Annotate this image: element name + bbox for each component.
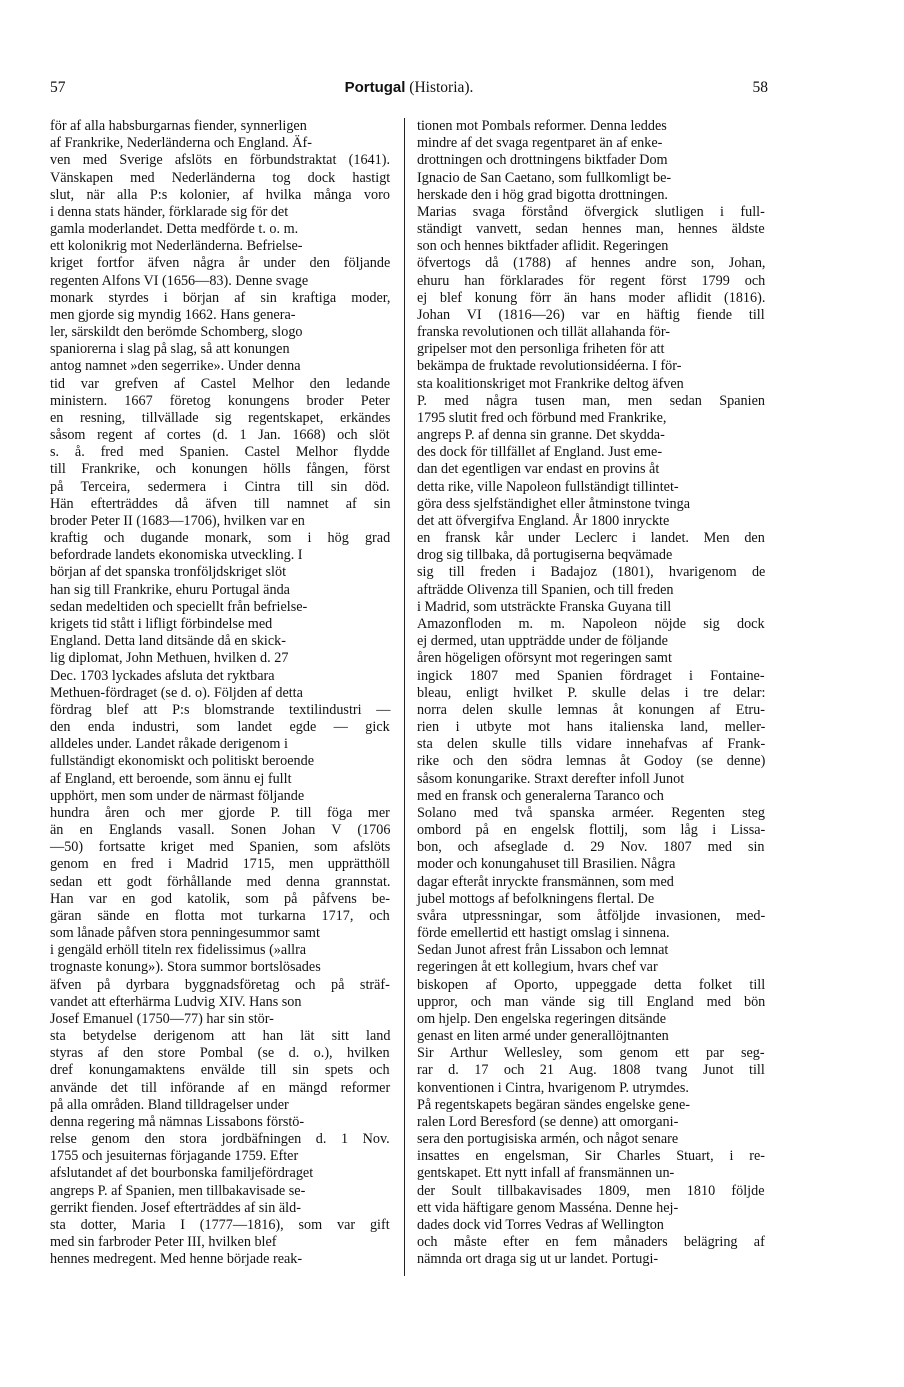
text-line: alldeles under. Landet råkade derigenom i <box>50 736 288 753</box>
text-line: som lånade påfven stora penningesummor samt <box>50 925 320 942</box>
left-column <box>50 118 390 1269</box>
text-line: moder och konungahuset till Brasilien. Några <box>417 856 676 873</box>
text-line: göra dess sjelfständighet eller åtminstone tvinga <box>417 495 691 512</box>
text-line: sta delen skulle tills vidare innehafvas af Frank- <box>417 736 766 753</box>
text-line: Vänskapen med Nederländerna tog dock hastigt <box>50 169 391 186</box>
text-line: antog namnet »den segerrike». Under denna <box>50 358 301 375</box>
text-line: konventionen i Cintra, hvarigenom P. utrymdes. <box>417 1079 689 1096</box>
text-line: hundra åren och mer gjorde P. till föga mer <box>50 804 390 821</box>
text-line: en fransk kår under Leclerc i landet. Men den <box>417 530 765 547</box>
text-line: gäran sände en flotta mot turkarna 1717, och <box>50 907 390 924</box>
text-line: men gjorde sig myndig 1662. Hans genera- <box>50 306 296 323</box>
text-line: trognaste konung»). Stora summor bortslösades <box>50 959 321 976</box>
text-line: Han var en god katolik, som på påfvens be- <box>50 890 391 907</box>
text-line: gentskapet. Ett nytt infall af fransmännen un- <box>417 1165 675 1182</box>
text-line: rar d. 17 och 21 Aug. 1808 tvang Junot till <box>417 1062 765 1079</box>
text-line: ej dermed, utan uppträdde under de följande <box>417 633 668 650</box>
text-line: mindre af det svaga regentparet än af enke- <box>417 135 663 152</box>
text-line: s. å. fred med Spanien. Castel Melhor flydde <box>50 444 390 461</box>
text-line: lig diplomat, John Methuen, hvilken d. 27 <box>50 650 289 667</box>
text-line: dan det egentligen var endast en provins åt <box>417 461 660 478</box>
text-line: gerrikt fienden. Josef efterträddes af sin äld- <box>50 1199 301 1216</box>
column-divider <box>404 118 405 1276</box>
text-line: drog sig tillbaka, då portugiserna beqvämade <box>417 547 673 564</box>
text-line: genast en liten armé under generallöjtnanten <box>417 1028 669 1045</box>
text-line: åren högeligen oförsynt mot regeringen samt <box>417 650 672 667</box>
text-line: af England, ett beroende, som ännu ej fullt <box>50 770 292 787</box>
text-line: tid var grefven af Castel Melhor den ledande <box>50 375 391 392</box>
text-line: fördrag blef att P:s blomstrande textilindustri — <box>50 701 391 718</box>
text-line: kraftig och dugande monark, som i hög grad <box>50 530 391 547</box>
text-line: ministern. 1667 företog konungens broder Peter <box>50 392 390 409</box>
text-line: Ignacio de San Caetano, som fullkomligt be- <box>417 169 672 186</box>
text-line: des dock för tillfället af England. Just eme- <box>417 444 663 461</box>
text-line: ehuru han förklarades för regent först 1799 och <box>417 272 766 289</box>
text-line: tionen mot Pombals reformer. Denna leddes <box>417 118 667 134</box>
text-line: sedan ett godt förhållande med denna grannstat. <box>50 873 391 890</box>
text-line: spaniorerna i slag på slag, så att konungen <box>50 341 290 358</box>
text-line: fullständigt ekonomiskt och politiskt beroende <box>50 753 315 770</box>
text-line: ej blef konung förr än hans moder aflidit (1816). <box>417 289 766 306</box>
text-line: På regentskapets begäran sändes engelske gene- <box>417 1096 690 1113</box>
text-line: —50) fortsatte kriget med Spanien, som afslöts <box>50 839 391 856</box>
text-line: jubel mottogs af befolkningens flertal. De <box>417 890 655 907</box>
text-line: ett kolonikrig mot Nederländerna. Befrielse- <box>50 238 303 255</box>
text-line: upphört, men som under de närmast följande <box>50 787 305 804</box>
text-line: bleau, enligt hvilket P. skulle delas i tre delar: <box>417 684 766 701</box>
text-line: uppror, och man vände sig till England med bön <box>417 993 766 1010</box>
text-line: England. Detta land ditsände då en skick- <box>50 633 286 650</box>
text-line: dades dock vid Torres Vedras af Wellington <box>417 1217 664 1233</box>
text-line: norra delen skulle lemnas åt konungen af Etru- <box>417 701 765 718</box>
text-line: med sin farbroder Peter III, hvilken blef <box>50 1234 277 1251</box>
text-line: än en Englands vasall. Sonen Johan V (1706 <box>50 822 391 839</box>
text-line: bekämpa de fruktade revolutionsidéerna. I för- <box>417 358 682 375</box>
text-line: rike och den södra lemnas åt Godoy (se denne) <box>417 753 766 770</box>
page-number-left: 57 <box>50 79 66 96</box>
text-line: om hjelp. Den engelska regeringen ditsände <box>417 1010 666 1027</box>
text-line: Sedan Junot afrest från Lissabon och lemnat <box>417 942 669 959</box>
text-line: en resning, tillvällade sig regentskapet, erkändes <box>50 409 391 426</box>
text-line: bon, och afseglade d. 29 Nov. 1807 med sin <box>417 839 765 856</box>
text-line: ständigt vanvett, sedan hennes man, hennes äldste <box>417 221 765 238</box>
text-line: på Terceira, sedermera i Cintra till sin död. <box>50 478 390 495</box>
text-line: afträdde Olivenza till Spanien, och till freden <box>417 581 674 598</box>
text-line: krigets tid stått i lifligt förbindelse med <box>50 615 273 632</box>
page-header <box>50 78 768 98</box>
text-line: sig till freden i Badajoz (1801), hvarigenom de <box>417 564 766 581</box>
text-line: kriget fortfor äfven några år under den följande <box>50 255 391 272</box>
text-line: öfvertogs då (1788) af hennes andre son, Johan, <box>417 255 766 272</box>
text-line: början af det spanska tronföljdskriget slöt <box>50 564 287 581</box>
text-line: Solano med två spanska arméer. Regenten steg <box>417 804 765 821</box>
text-line: sta koalitionskriget mot Frankrike deltog äfven <box>417 375 684 392</box>
text-line: ven med Sverige afslöts en förbundstraktat (1641). <box>50 152 391 169</box>
text-line: Johan VI (1816—26) var en häftig fiende till <box>417 306 765 323</box>
text-line: af Frankrike, Nederländerna och England. Äf- <box>50 135 312 152</box>
text-line: ombord på en engelsk flottilj, som låg i Lissa- <box>417 822 766 839</box>
text-line: nämnda ort draga sig ut ur landet. Portugi- <box>417 1251 659 1268</box>
text-line: i Madrid, som utsträckte Franska Guyana till <box>417 598 672 615</box>
text-line: monark styrdes i början af sin kraftiga moder, <box>50 289 391 306</box>
text-line: angreps P. af Spanien, men tillbakavisade se- <box>50 1182 306 1199</box>
right-column <box>417 118 765 1269</box>
text-line: ler, särskildt den berömde Schomberg, slogo <box>50 324 303 341</box>
text-line: ralen Lord Beresford (se denne) att omorgani- <box>417 1113 679 1130</box>
text-line: afslutandet af det bourbonska familjefördraget <box>50 1165 314 1182</box>
text-line: Methuen-fördraget (se d. o). Följden af detta <box>50 684 303 701</box>
text-line: dagar efteråt inryckte fransmännen, som med <box>417 873 674 890</box>
text-line: rien i utbyte mot hans italienska land, meller- <box>417 719 766 736</box>
text-line: regenten Alfons VI (1656—83). Denne svage <box>50 272 309 289</box>
text-line: styras af den store Pombal (se d. o.), hvilken <box>50 1045 390 1062</box>
text-line: Hän efterträddes då äfven till namnet af sin <box>50 495 391 512</box>
text-line: sta dotter, Maria I (1777—1816), som var gift <box>50 1217 390 1233</box>
text-line: son och hennes biktfader aflidit. Regeringen <box>417 238 669 255</box>
text-line: svåra utpressningar, som åtföljde invasionen, med- <box>417 907 766 924</box>
text-line: Sir Arthur Wellesley, som genom ett par seg- <box>417 1045 765 1062</box>
text-line: Amazonfloden m. m. Napoleon nöjde sig dock <box>417 615 765 632</box>
running-title-bold: Portugal <box>344 79 406 96</box>
text-line: den enda industri, som landet egde — gick <box>50 719 390 736</box>
text-line: på alla områden. Bland tilldragelser under <box>50 1096 289 1113</box>
text-line: insattes en engelsman, Sir Charles Stuart, i re- <box>417 1148 766 1165</box>
text-line: Josef Emanuel (1750—77) har sin stör- <box>50 1010 274 1027</box>
text-line: detta rike, ville Napoleon fullständigt tillintet- <box>417 478 679 495</box>
text-line: drottningen och drottningens biktfader Dom <box>417 152 668 169</box>
text-line: såsom regent af cortes (d. 1 Jan. 1668) och slöt <box>50 427 390 444</box>
text-line: han sig till Frankrike, ehuru Portugal ända <box>50 581 290 598</box>
text-line: vandet att efterhärma Ludvig XIV. Hans son <box>50 993 302 1010</box>
text-line: för af alla habsburgarnas fiender, synnerligen <box>50 118 307 134</box>
text-line: äfven på dyrbara byggnadsföretag och på sträf- <box>50 976 390 993</box>
text-line: sta betydelse derigenom att han lät sitt land <box>50 1028 391 1045</box>
text-line: P. med några tusen man, men sedan Spanien <box>417 392 765 409</box>
text-line: befordrade landets ekonomiska utveckling. I <box>50 547 303 564</box>
text-line: ingick 1807 med Spanien fördraget i Fontaine- <box>417 667 765 684</box>
text-line: Dec. 1703 lyckades afsluta det ryktbara <box>50 667 275 684</box>
text-line: denna regering må nämnas Lissabons förstö- <box>50 1113 305 1130</box>
text-line: der Soult tillbakavisades 1809, men 1810 följde <box>417 1182 765 1199</box>
text-line: biskopen af Oporto, uppeggade detta folket till <box>417 976 766 993</box>
text-line: i gengäld erhöll titeln rex fidelissimus (»allra <box>50 942 307 959</box>
text-line: 1755 och jesuiternas förjagande 1759. Efter <box>50 1148 299 1165</box>
text-line: gamla moderlandet. Detta medförde t. o. m. <box>50 221 299 238</box>
text-line: såsom konungarike. Straxt derefter infoll Junot <box>417 770 685 787</box>
text-line: sera den portugisiska armén, och något senare <box>417 1131 679 1148</box>
text-line: genom en fred i Madrid 1715, men upprätthöll <box>50 856 390 873</box>
text-line: relse genom den stora jordbäfningen d. 1 Nov. <box>50 1131 390 1148</box>
text-line: herskade den i hög grad bigotta drottningen. <box>417 186 668 203</box>
text-line: dref konungamaktens envälde till sin spets och <box>50 1062 390 1079</box>
running-title-rest: (Historia). <box>405 79 474 96</box>
text-line: franska revolutionen och tillät allahanda för- <box>417 324 671 341</box>
text-line: broder Peter II (1683—1706), hvilken var en <box>50 512 305 529</box>
text-line: ett vida häftigare genom Masséna. Denne hej- <box>417 1199 679 1216</box>
text-line: med en fransk och generalerna Taranco och <box>417 787 664 804</box>
page-number-right: 58 <box>752 79 768 96</box>
text-line: 1795 slutit fred och förbund med Frankrike, <box>417 409 667 426</box>
text-line: det att öfvergifva England. År 1800 inryckte <box>417 512 670 529</box>
text-line: slut, när alla P:s kolonier, af hvilka många voro <box>50 186 390 203</box>
text-line: gripelser mot den personliga friheten för att <box>417 341 665 358</box>
text-line: använde det till införande af en mängd reformer <box>50 1079 391 1096</box>
text-line: och måste efter en fem månaders belägring af <box>417 1234 765 1251</box>
text-line: angreps P. af denna sin granne. Det skydda- <box>417 427 665 444</box>
text-line: till Frankrike, och konungen hölls fången, först <box>50 461 390 478</box>
text-line: i denna stats händer, förklarade sig för det <box>50 203 289 220</box>
running-title <box>50 78 768 98</box>
text-line: Marias svaga förstånd öfvergick slutligen i full- <box>417 203 765 220</box>
text-line: sedan medeltiden och speciellt från befrielse- <box>50 598 308 615</box>
text-line: förde emellertid ett hastigt omslag i sinnena. <box>417 925 670 942</box>
text-line: regeringen åt ett kollegium, hvars chef var <box>417 959 658 976</box>
text-line: hennes medregent. Med henne började reak- <box>50 1251 303 1268</box>
